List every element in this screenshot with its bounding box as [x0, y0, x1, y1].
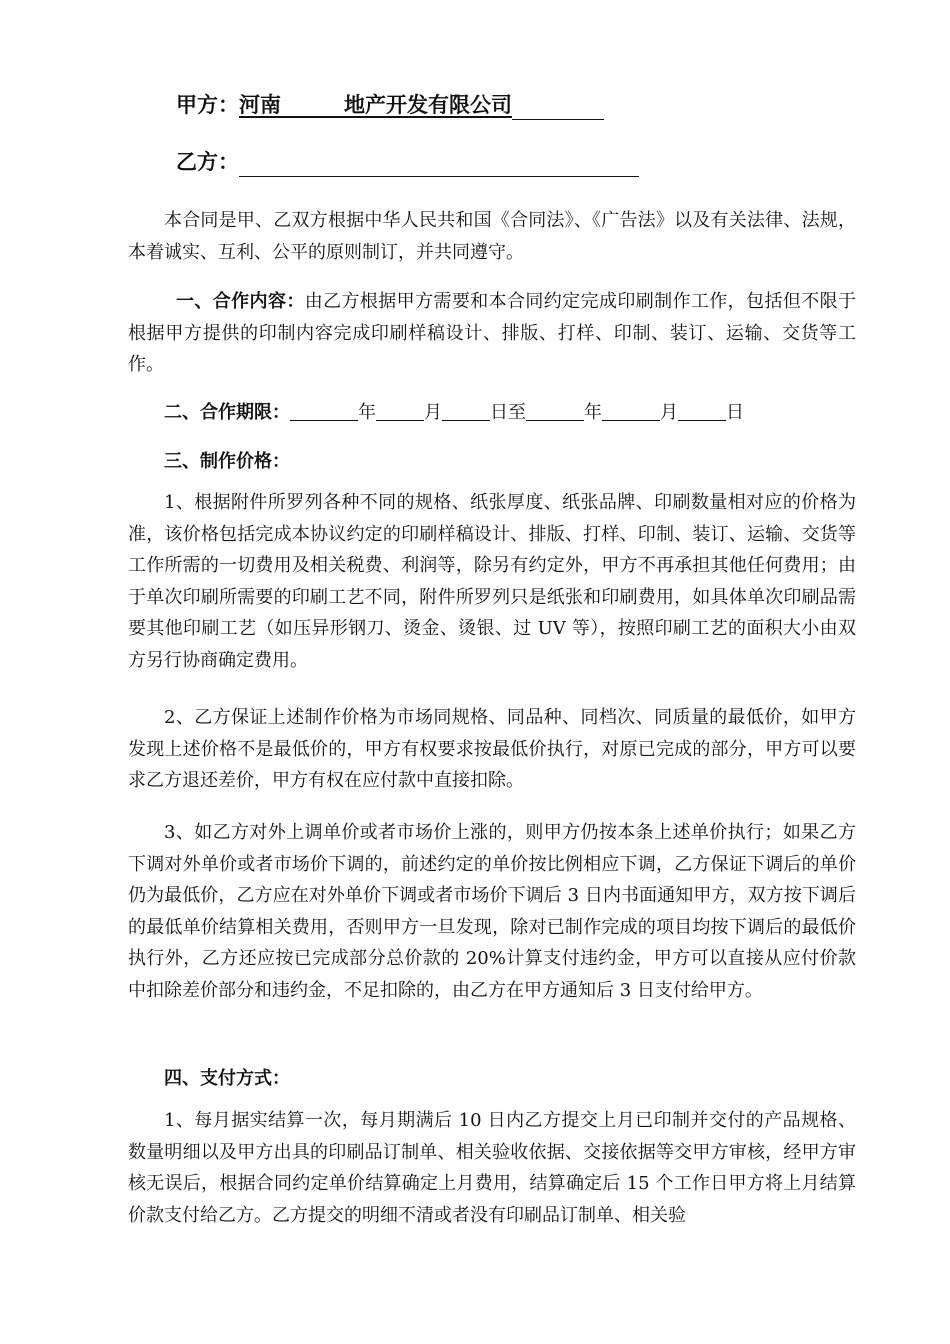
section-1-text: 由乙方根据甲方需要和本合同约定完成印刷制作工作，包括但不限于根据甲方提供的印制内容完成印刷样稿设计、排版、打样、印制、装订、运输、交货等工作。	[128, 291, 857, 375]
intro-paragraph: 本合同是甲、乙双方根据中华人民共和国《合同法》、《广告法》以及有关法律、法规，本着诚实、互利、公平的原则制订，并共同遵守。	[128, 210, 856, 263]
start-day-label: 日至	[490, 402, 526, 423]
section-3-paragraph-2: 2、乙方保证上述制作价格为市场同规格、同品种、同档次、同质量的最低价，如甲方发现上述价格不是最低价的，甲方有权要求按最低价执行，对原已完成的部分，甲方可以要求乙方退还差价，甲方有权在应付款中直接扣除。	[128, 707, 856, 791]
start-day-blank	[442, 398, 490, 421]
section-1-heading: 一、合作内容：	[176, 291, 305, 312]
end-month-blank	[602, 398, 660, 421]
section-4-heading: 四、支付方式：	[164, 1068, 290, 1089]
section-3-paragraph-3: 3、如乙方对外上调单价或者市场价上涨的，则甲方仍按本条上述单价执行；如果乙方下调对外单价或者市场价下调的，前述约定的单价按比例相应下调，乙方保证下调后的单价仍为最低价，乙方应在对外单价下调或者市场价下调后 3 日内书面通知甲方，双方按下调后的最低单价结算相关费用，否则甲方一旦发现，除对已制作完成的项目均按下调后的最低价执行外，乙方还应按已完成部分总价款的 20%计算支付违约金，甲方可以直接从应付价款中扣除差价部分和违约金，不足扣除的，由乙方在甲方通知后 3 日支付给甲方。	[128, 822, 856, 1001]
end-year-blank	[526, 398, 584, 421]
section-1	[128, 286, 856, 381]
section-4-paragraph-1: 1、每月据实结算一次，每月期满后 10 日内乙方提交上月已印制并交付的产品规格、数量明细以及甲方出具的印刷品订制单、相关验收依据、交接依据等交甲方审核，经甲方审核无误后，根据合同约定单价结算确定上月费用，结算确定后 15 个工作日甲方将上月结算价款支付给乙方。乙方提交的明细不清或者没有印刷品订制单、相关验	[128, 1110, 856, 1226]
party-a-line	[176, 90, 604, 120]
party-a-label: 甲方：	[176, 93, 239, 117]
end-month-label: 月	[660, 402, 678, 423]
end-year-label: 年	[584, 402, 602, 423]
start-month-blank	[376, 398, 424, 421]
end-day-label: 日	[726, 402, 744, 423]
start-year-label: 年	[358, 402, 376, 423]
start-year-blank	[290, 398, 358, 421]
section-3-heading: 三、制作价格：	[164, 451, 290, 472]
section-2	[164, 397, 744, 428]
party-a-name: 河南 地产开发有限公司	[239, 93, 512, 117]
section-3-paragraph-1: 1、根据附件所罗列各种不同的规格、纸张厚度、纸张品牌、印刷数量相对应的价格为准，该价格包括完成本协议约定的印刷样稿设计、排版、打样、印制、装订、运输、交货等工作所需的一切费用及相关税费、利润等，除另有约定外，甲方不再承担其他任何费用；由于单次印刷所需要的印刷工艺不同，附件所罗列只是纸张和印刷费用，如具体单次印刷品需要其他印刷工艺（如压异形钢刀、烫金、烫银、过 UV 等），按照印刷工艺的面积大小由双方另行协商确定费用。	[128, 492, 856, 671]
party-b-blank	[239, 150, 639, 177]
party-b-line	[176, 147, 639, 177]
party-a-blank	[512, 93, 604, 120]
end-day-blank	[678, 398, 726, 421]
section-2-heading: 二、合作期限：	[164, 402, 290, 423]
start-month-label: 月	[424, 402, 442, 423]
party-b-label: 乙方：	[176, 150, 239, 174]
